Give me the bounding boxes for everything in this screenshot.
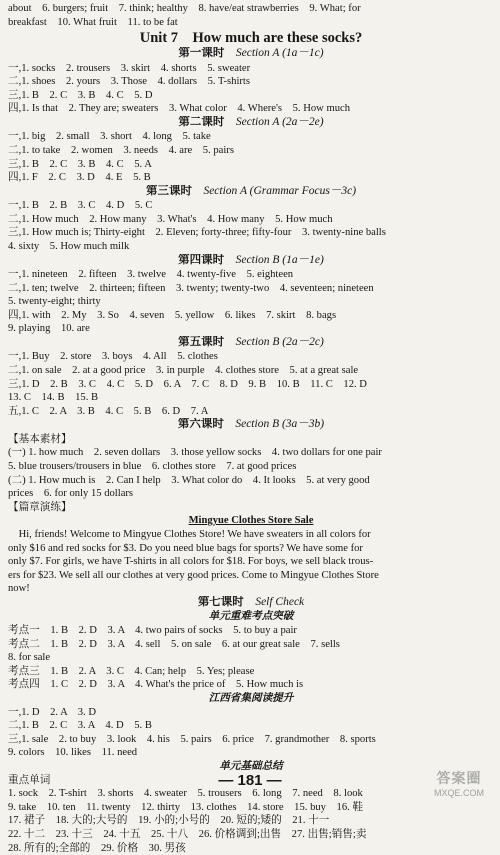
answer-line: 五,1. C 2. A 3. B 4. C 5. B 6. D 7. A xyxy=(8,405,209,417)
answer-line: 考点二 1. B 2. D 3. A 4. sell 5. on sale 6. at our great sale 7. sells xyxy=(8,638,340,650)
answer-line: 9. playing 10. are xyxy=(8,323,90,335)
section-subheading: 江西省集阅读提升 xyxy=(208,693,294,704)
answer-line: 三,1. B 2. C 3. B 4. C 5. D xyxy=(8,89,153,101)
answer-line: 考点三 1. B 2. A 3. C 4. Can; help 5. Yes; please xyxy=(8,665,255,677)
answer-line: 二,1. shoes 2. yours 3. Those 4. dollars 5. T-shirts xyxy=(8,76,250,88)
answer-line: 二,1. ten; twelve 2. thirteen; fifteen 3. twenty; twenty-two 4. seventeen; nineteen xyxy=(8,282,374,294)
answer-line: 1. sock 2. T-shirt 3. shorts 4. sweater 5. trousers 6. long 7. need 8. look xyxy=(8,788,363,800)
answer-line: now! xyxy=(8,583,30,595)
lesson-heading xyxy=(8,254,494,267)
lesson-section: Self Check xyxy=(255,596,305,608)
lesson-heading xyxy=(8,336,494,349)
lesson-section: Section B (3a－3b) xyxy=(235,418,325,431)
section-subheading: 单元重难考点突破 xyxy=(208,611,294,623)
answer-line: 【篇章演练】 xyxy=(8,501,72,513)
lesson-section: Section B (1a－1e) xyxy=(235,253,324,266)
answer-line: about 6. burgers; fruit 7. think; healthy 8. have/eat strawberries 9. What; for xyxy=(8,3,361,14)
answer-line: 8. for sale xyxy=(8,652,51,664)
answer-line: ers for $23. We sell all our clothes at very good prices. Come to Mingyue Clothes Store xyxy=(8,569,379,581)
answer-line: 一,1. big 2. small 3. short 4. long 5. take xyxy=(8,131,211,143)
answer-line: 二,1. to take 2. women 3. needs 4. are 5. pairs xyxy=(8,145,234,156)
answer-line: 四,1. F 2. C 3. D 4. E 5. B xyxy=(8,172,151,184)
unit-title: Unit 7 How much are these socks? xyxy=(139,30,363,47)
answer-line: 三,1. D 2. B 3. C 4. C 5. D 6. A 7. C 8. D 9. B 10. B 11. C 12. D xyxy=(8,378,367,390)
passage-title: Mingyue Clothes Store Sale xyxy=(188,515,314,527)
answer-line: (一) 1. how much 2. seven dollars 3. those yellow socks 4. two dollars for one pair xyxy=(8,447,382,459)
lesson-heading xyxy=(8,596,494,609)
answer-line: 【基本素材】 xyxy=(8,433,72,445)
answer-line: 5. twenty-eight; thirty xyxy=(8,296,101,308)
answer-line: 重点单词 xyxy=(8,774,51,786)
answer-line: 5. blue trousers/trousers in blue 6. clothes store 7. at good prices xyxy=(8,461,297,472)
answer-line: (二) 1. How much is 2. Can I help 3. What color do 4. It looks 5. at very good xyxy=(8,474,370,486)
answer-line: 17. 裙子 18. 大的;大号的 19. 小的;小号的 20. 短的;矮的 21. 十一 xyxy=(8,815,330,827)
answer-line: 4. sixty 5. How much milk xyxy=(8,241,130,252)
lesson-label: 第三课时 xyxy=(145,184,192,197)
lesson-heading xyxy=(8,47,494,60)
answer-line: breakfast 10. What fruit 11. to be fat xyxy=(8,16,178,28)
answer-line: 一,1. D 2. A 3. D xyxy=(8,706,96,718)
answer-line: 四,1. Is that 2. They are; sweaters 3. What color 4. Where's 5. How much xyxy=(8,103,351,115)
lesson-label: 第五课时 xyxy=(178,336,225,348)
section-subheading: 单元基础总结 xyxy=(219,761,283,772)
watermark-logo xyxy=(424,768,494,796)
watermark-text: 答案圈 xyxy=(436,770,482,786)
lesson-section: Section A (2a－2e) xyxy=(235,116,324,128)
answer-line: 二,1. on sale 2. at a good price 3. in purple 4. clothes store 5. at a great sale xyxy=(8,365,359,376)
answer-line: Hi, friends! Welcome to Mingyue Clothes Store! We have sweaters in all colors for xyxy=(8,529,371,540)
answer-line: 一,1. socks 2. trousers 3. skirt 4. shorts 5. sweater xyxy=(8,62,251,74)
answer-line: 一,1. Buy 2. store 3. boys 4. All 5. clothes xyxy=(8,351,218,363)
answer-line: 三,1. B 2. C 3. B 4. C 5. A xyxy=(8,158,152,170)
lesson-label: 第六课时 xyxy=(177,418,224,431)
answer-line: 一,1. nineteen 2. fifteen 3. twelve 4. twenty-five 5. eighteen xyxy=(8,269,294,280)
answer-line: 13. C 14. B 15. B xyxy=(8,392,99,404)
lesson-label: 第四课时 xyxy=(178,253,225,266)
answer-line: 考点一 1. B 2. D 3. A 4. two pairs of socks 5. to buy a pair xyxy=(8,625,297,636)
answer-line: 二,1. B 2. C 3. A 4. D 5. B xyxy=(8,720,152,732)
lesson-section: Section B (2a－2c) xyxy=(235,336,324,348)
answer-line: 二,1. How much 2. How many 3. What's 4. How many 5. How much xyxy=(8,213,333,225)
answer-line: 一,1. B 2. B 3. C 4. D 5. C xyxy=(8,200,153,212)
answer-line: 22. 十二 23. 十三 24. 十五 25. 十八 26. 价格调到;出售 27. 出售;销售;卖 xyxy=(8,829,367,840)
answer-line: 考点四 1. C 2. D 3. A 4. What's the price of 5. How much is xyxy=(8,679,304,691)
lesson-label: 第二课时 xyxy=(178,116,225,128)
lesson-heading xyxy=(8,116,494,129)
answer-line: only $7. For girls, we have T-shirts in all colors for $18. For boys, we sell black trous- xyxy=(8,556,374,568)
watermark-url: MXQE.COM xyxy=(433,788,484,798)
answer-line: 三,1. sale 2. to buy 3. look 4. his 5. pairs 6. price 7. grandmother 8. sports xyxy=(8,733,376,745)
page-number: — 181 — xyxy=(218,772,282,789)
lesson-section: Section A (Grammar Focus－3c) xyxy=(203,184,357,197)
answer-line: 四,1. with 2. My 3. So 4. seven 5. yellow 6. likes 7. skirt 8. bags xyxy=(8,309,337,321)
answer-line: 三,1. How much is; Thirty-eight 2. Eleven; forty-three; fifty-four 3. twenty-nine balls xyxy=(8,227,386,239)
answer-line: 9. colors 10. likes 11. need xyxy=(8,747,138,759)
lesson-heading xyxy=(8,418,494,431)
answer-line: 9. take 10. ten 11. twenty 12. thirty 13. clothes 14. store 15. buy 16. 鞋 xyxy=(8,801,364,813)
lesson-label: 第一课时 xyxy=(178,47,225,60)
answer-line: only $16 and red socks for $3. Do you need blue bags for sports? We have some for xyxy=(8,542,363,554)
answer-line: prices 6. for only 15 dollars xyxy=(8,488,134,500)
lesson-heading xyxy=(8,185,494,198)
answer-line: 28. 所有的;全部的 29. 价格 30. 男孩 xyxy=(8,842,186,854)
lesson-label: 第七课时 xyxy=(197,596,244,608)
lesson-section: Section A (1a－1c) xyxy=(235,47,324,60)
